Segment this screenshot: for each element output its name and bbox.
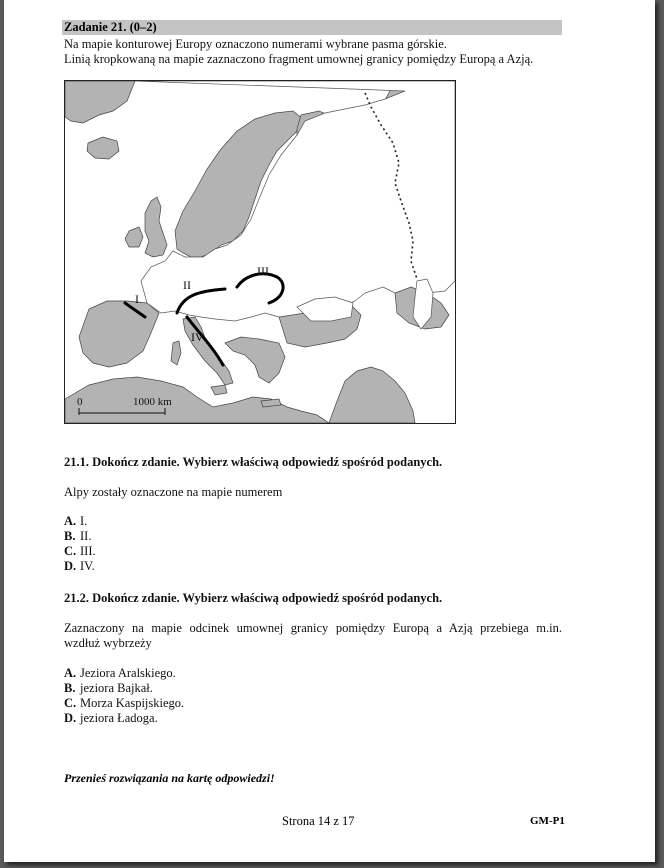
map-label-iv: IV	[191, 330, 204, 344]
q1-stem: Alpy zostały oznaczone na mapie numerem	[64, 485, 283, 499]
map-label-i: I	[135, 292, 139, 306]
scale-label: 1000 km	[133, 396, 172, 408]
task-title: Zadanie 21. (0–2)	[64, 20, 157, 34]
map-label-ii: II	[183, 278, 191, 292]
q1-option-b[interactable]: B. II.	[64, 529, 92, 543]
q1-option-a[interactable]: A. I.	[64, 514, 88, 528]
q2-option-d[interactable]: D. jeziora Ładoga.	[64, 711, 158, 725]
q2-stem-line1: Zaznaczony na mapie odcinek umownej granicy pomiędzy Europą a Azją przebiega m.in.	[64, 621, 562, 635]
q1-option-c[interactable]: C. III.	[64, 544, 96, 558]
map-label-iii: III	[257, 264, 269, 278]
q2-option-c[interactable]: C. Morza Kaspijskiego.	[64, 696, 185, 710]
scale-zero: 0	[77, 396, 83, 408]
q1-header: 21.1. Dokończ zdanie. Wybierz właściwą odpowiedź spośród podanych.	[64, 455, 443, 469]
intro-line-2: Linią kropkowaną na mapie zaznaczono fragment umownej granicy pomiędzy Europą a Azją.	[64, 52, 534, 66]
exam-code: GM-P1	[530, 815, 565, 827]
exam-page	[4, 0, 655, 862]
q2-option-a[interactable]: A. Jeziora Aralskiego.	[64, 666, 176, 680]
q2-option-b[interactable]: B. jeziora Bajkał.	[64, 681, 153, 695]
intro-line-1: Na mapie konturowej Europy oznaczono numerami wybrane pasma górskie.	[64, 37, 447, 51]
q2-stem-line2: wzdłuż wybrzeży	[64, 636, 152, 650]
transfer-answers-note: Przenieś rozwiązania na kartę odpowiedzi!	[64, 771, 275, 785]
page-number: Strona 14 z 17	[282, 814, 355, 828]
q1-option-d[interactable]: D. IV.	[64, 559, 95, 573]
q2-header: 21.2. Dokończ zdanie. Wybierz właściwą odpowiedź spośród podanych.	[64, 591, 443, 605]
europe-map	[64, 80, 456, 424]
